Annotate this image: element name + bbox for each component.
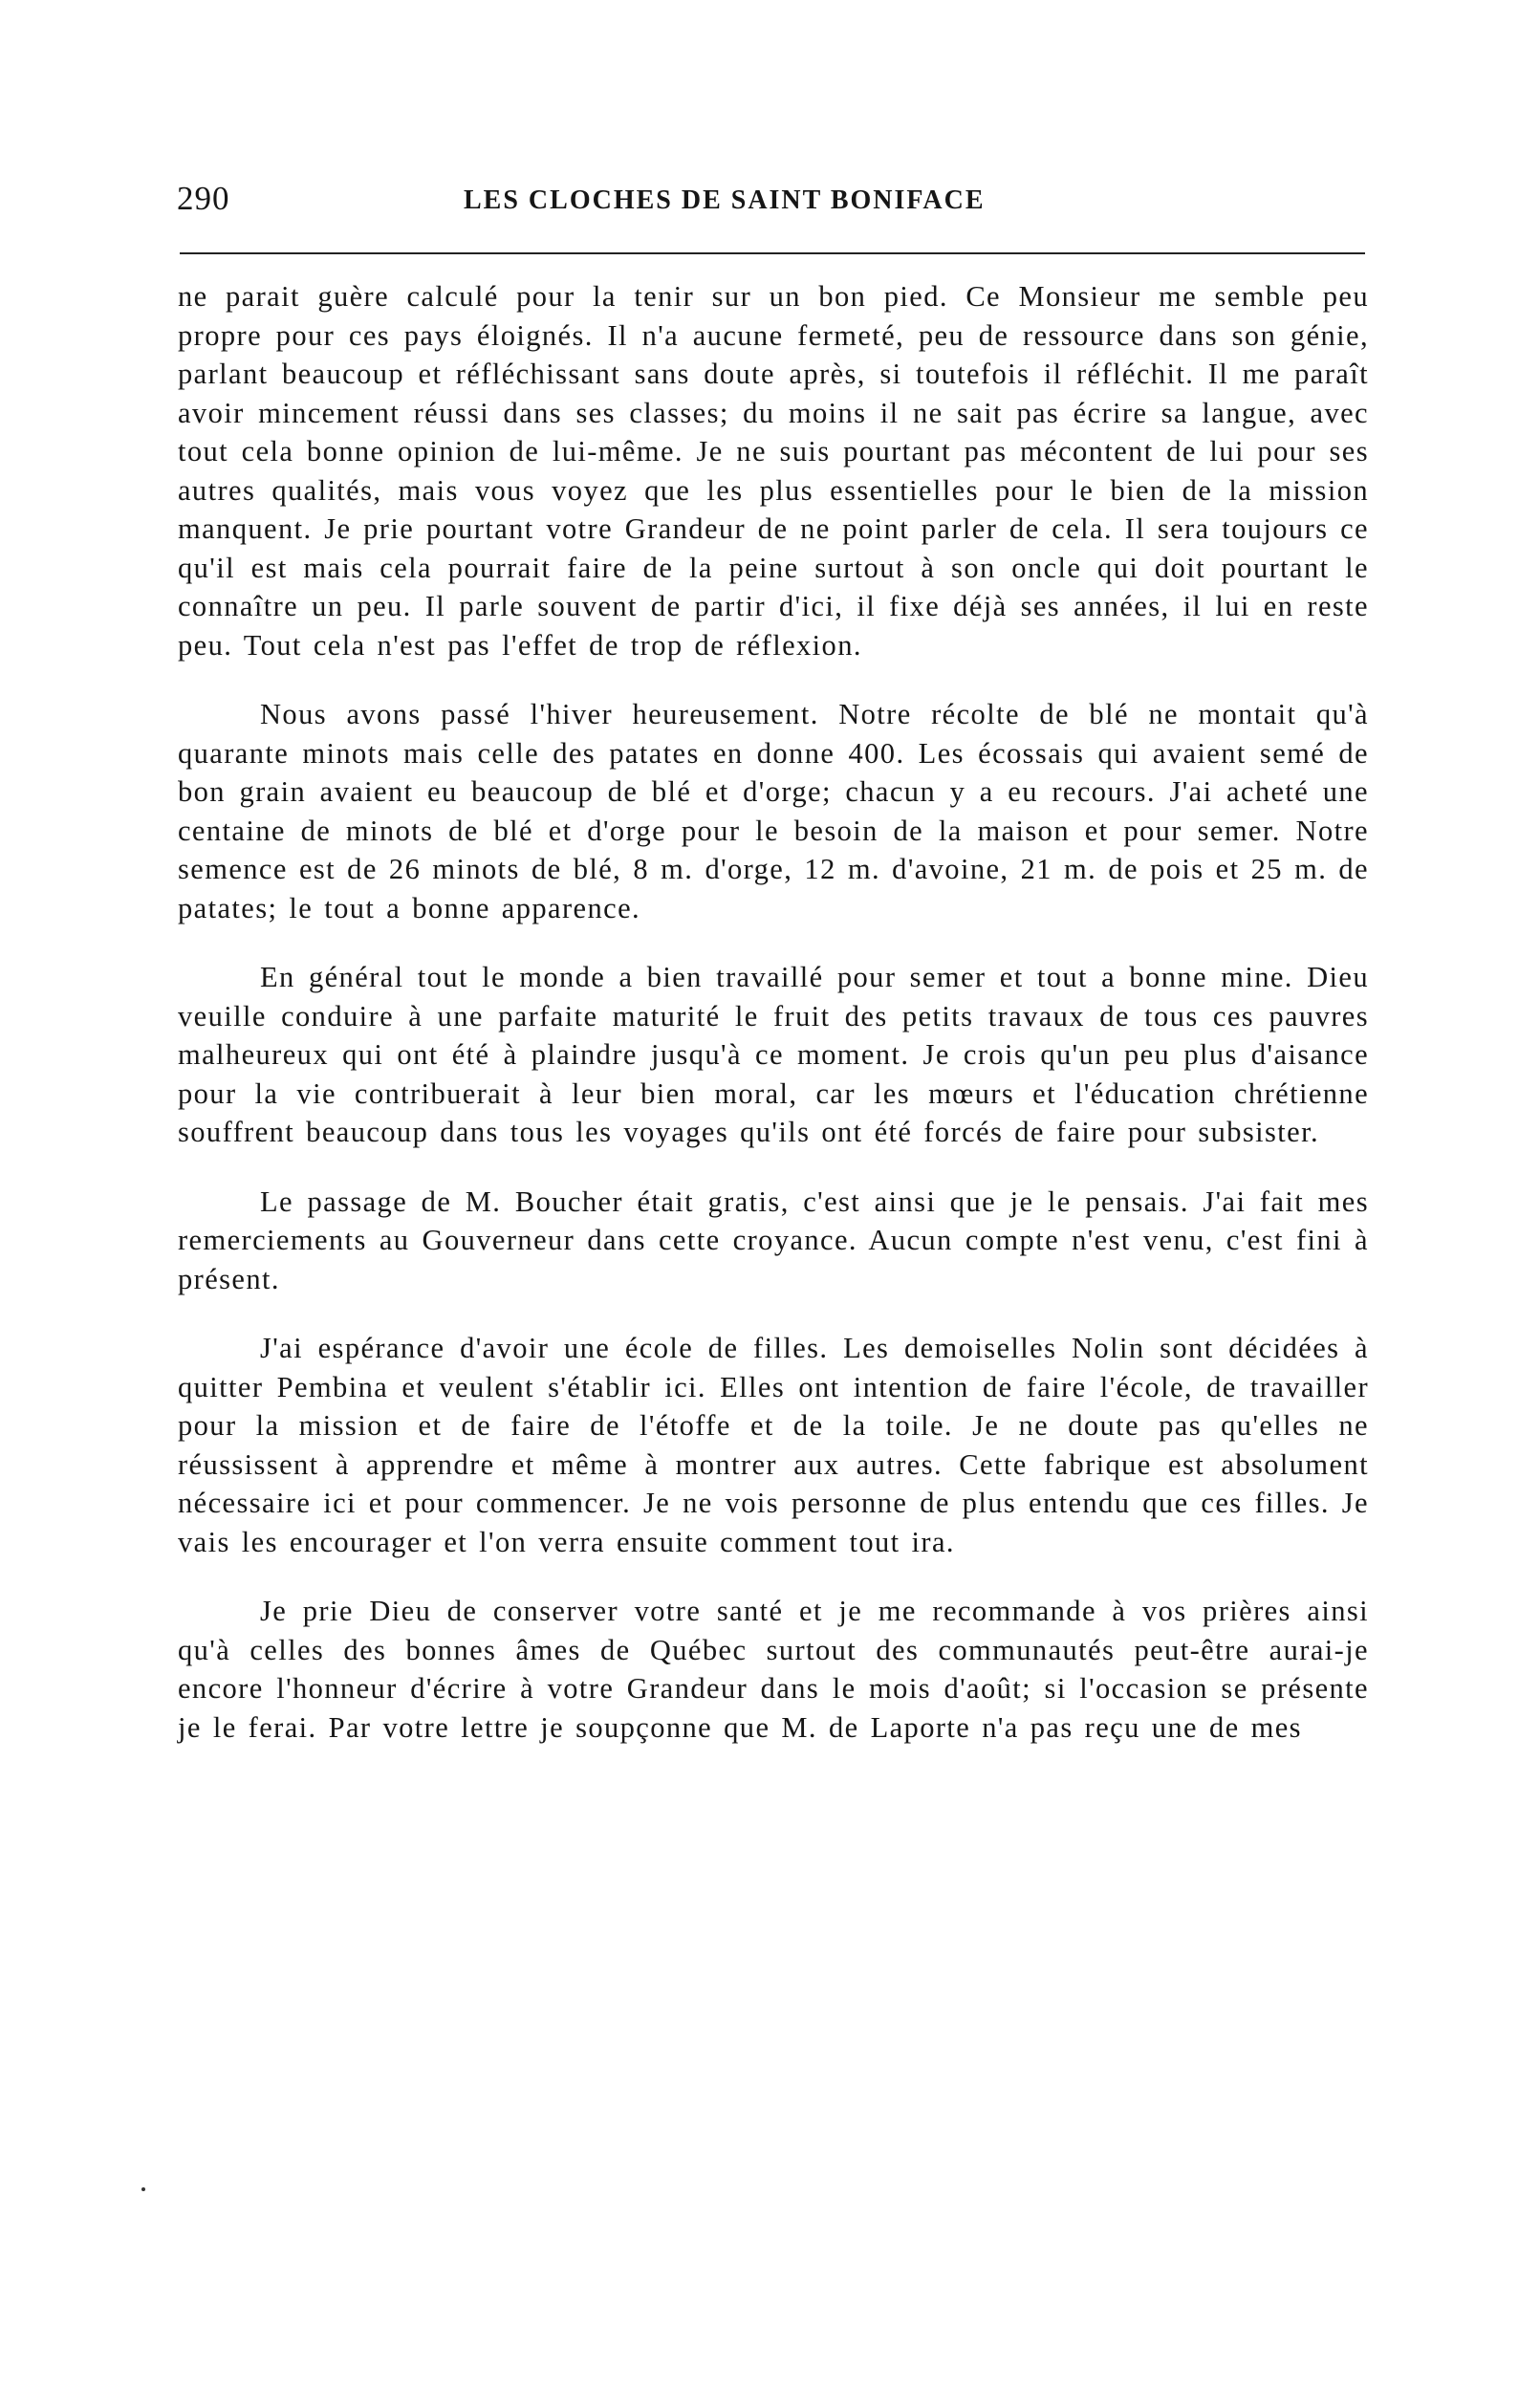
- paragraph-harvest: Nous avons passé l'hiver heureusement. Notre récolte de blé ne montait qu'à quarante minots mais celle des patates en donne 400. Les écossais qui avaient semé de bon grain avaient eu beaucoup de blé et d'orge; chacun y a eu recours. J'ai acheté une centaine de minots de blé et d'orge pour le besoin de la maison et pour semer. Notre semence est de 26 minots de blé, 8 m. d'orge, 12 m. d'avoine, 21 m. de pois et 25 m. de patates; le tout a bonne apparence.: [178, 698, 1369, 924]
- paragraph-boucher-passage: Le passage de M. Boucher était gratis, c'est ainsi que je le pensais. J'ai fait mes remerciements au Gouverneur dans cette croyance. Aucun compte n'est venu, c'est fini à présent.: [178, 1185, 1369, 1295]
- paragraph-continued: ne parait guère calculé pour la tenir sur un bon pied. Ce Monsieur me semble peu propre pour ces pays éloignés. Il n'a aucune fermeté, peu de ressource dans son génie, parlant beaucoup et réfléchissant sans doute après, si toutefois il réfléchit. Il me paraît avoir mincement réussi dans ses classes; du moins il ne sait pas écrire sa langue, avec tout cela bonne opinion de lui-même. Je ne suis pourtant pas mécontent de lui pour ses autres qualités, mais vous voyez que les plus essentielles pour le bien de la mission manquent. Je prie pourtant votre Grandeur de ne point parler de cela. Il sera toujours ce qu'il est mais cela pourrait faire de la peine surtout à son oncle qui doit pourtant le connaître un peu. Il parle souvent de partir d'ici, il fixe déjà ses années, il lui en reste peu. Tout cela n'est pas l'effet de trop de réflexion.: [178, 280, 1369, 662]
- paragraph-closing: Je prie Dieu de conserver votre santé et je me recommande à vos prières ainsi qu'à celles des bonnes âmes de Québec surtout des communautés peut-être aurai-je encore l'honneur d'écrire à votre Grandeur dans le mois d'août; si l'occasion se présente je le ferai. Par votre lettre je soupçonne que M. de Laporte n'a pas reçu une de mes: [178, 1595, 1369, 1744]
- header-rule: [180, 252, 1365, 254]
- scan-speck: [141, 2187, 145, 2191]
- page-header: [177, 180, 1367, 237]
- running-title: LES CLOCHES DE SAINT BONIFACE: [464, 185, 986, 215]
- page-number: 290: [177, 180, 230, 217]
- paragraph-general-work: En général tout le monde a bien travaillé pour semer et tout a bonne mine. Dieu veuille conduire à une parfaite maturité le fruit des petits travaux de tous ces pauvres malheureux qui ont été à plaindre jusqu'à ce moment. Je crois qu'un peu plus d'aisance pour la vie contribuerait à leur bien moral, car les mœurs et l'éducation chrétienne souffrent beaucoup dans tous les voyages qu'ils ont été forcés de faire pour subsister.: [178, 961, 1369, 1148]
- body-text: [178, 277, 1369, 1777]
- paragraph-girls-school: J'ai espérance d'avoir une école de filles. Les demoiselles Nolin sont décidées à quitter Pembina et veulent s'établir ici. Elles ont intention de faire l'école, de travailler pour la mission et de faire de l'étoffe et de la toile. Je ne doute pas qu'elles ne réussissent à apprendre et même à montrer aux autres. Cette fabrique est absolument nécessaire ici et pour commencer. Je ne vois personne de plus entendu que ces filles. Je vais les encourager et l'on verra ensuite comment tout ira.: [178, 1332, 1369, 1558]
